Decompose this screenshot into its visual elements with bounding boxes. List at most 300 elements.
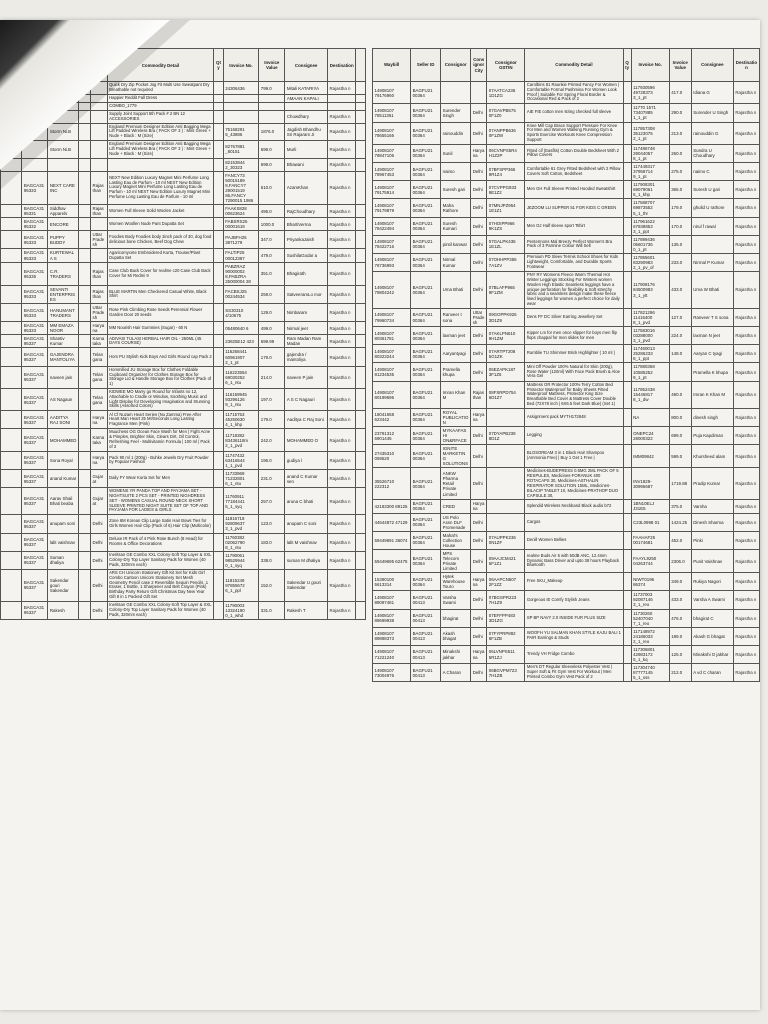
commodity-cell: Legging (525, 427, 623, 445)
waybill-cell: 14908107 79179879 (373, 199, 411, 217)
destination-cell: Rajastha n (733, 235, 759, 253)
invoice-value-cell (259, 103, 285, 111)
blank-cell (356, 601, 366, 619)
seller-id-cell: BAGCA31 95337 (22, 488, 48, 515)
destination-cell: Rajastha n (733, 513, 759, 531)
column-header: Invoice No. (631, 49, 669, 82)
consignee-cell: Nirmal jeet (285, 322, 328, 335)
consignor-cell: anand Kumar (48, 469, 79, 487)
consignor-cell: IGNITE MARKETING SOLUTIONS (441, 445, 471, 468)
gstin-cell: 06CVNPS5R4 H1Z2P (487, 144, 525, 162)
commodity-cell: BLOSOREAM 3 in 1 Black Hair Shampoo (Ammonia Free) | Buy 1 Get 1 Free | (525, 445, 623, 468)
waybill-cell (1, 469, 22, 487)
commodity-cell: ADIVASI TULASI HERBAL HAIR OIL - 250ML (45 DAYS COURSE) (107, 335, 214, 348)
city-cell (79, 205, 91, 218)
commodity-cell: Muuchess OG Ocean Face Wash for Men | Fight Acne & Pimples, Brighter Skin, Clears Dirt, Oil Control, Refreshing Feel - Multivitamin Formula | 100 ml | Pack of 3 (107, 429, 214, 451)
qty-cell (214, 171, 223, 204)
column-header (356, 49, 366, 82)
consignor-cell: ROYAL PUBLICATIO N (441, 408, 471, 426)
table-row (373, 217, 760, 235)
commodity-cell: Rose Pink Climbing Rose Seeds Perennial Flower Garden Door 20 seeds (107, 304, 214, 322)
commodity-cell: Case Club Back Cover for realme c20 Case Club Back Cover for Mi Redmi 9 (107, 262, 214, 285)
consignor-cell: Akash bhagat (441, 627, 471, 645)
commodity-cell: ARS CH Unicorn Stationery Gift Kit Set for Kids Girl Combo Cartoon Unicorn Stationery Set Mesh Geometry Pencil case 2 Reversible Sequin Pencils ,1 Eraser, 1 Bottle, 1 Sharpener and Belt Crayon (Pink) Birthday Party Return Gift Christmas Day New Year Gift 8 in 1 Packed Gift Set (107, 569, 214, 601)
seller-id-cell: BAGFU21 00364 (411, 363, 441, 381)
invoice-value-cell: 275.0 (669, 163, 691, 181)
column-header: Consignee (691, 49, 733, 82)
destination-cell: Rajastha n (733, 181, 759, 199)
consignee-cell: Akash G bhagat (691, 627, 733, 645)
gstin-cell: 07BGSPR223 7H1Z9 (487, 591, 525, 609)
waybill-cell: 14908107 79175914 (373, 181, 411, 199)
blank-cell (356, 322, 366, 335)
invoice-value-cell: 338.0 (259, 551, 285, 569)
consignor-cell: MYKAAFASHI ON&RFACE (441, 427, 471, 445)
destination-cell: Rajastha n (327, 304, 355, 322)
table-row (373, 199, 760, 217)
seller-id-cell: BAGFU21 00364 (411, 181, 441, 199)
city-cell (471, 82, 487, 104)
table-row (1, 551, 366, 569)
invoice-no-cell: 82153844 2_30323 (223, 158, 259, 171)
commodity-cell: Gorgeous IE Comfy Stylish Jeans (525, 591, 623, 609)
consignee-cell: suman M dhaliya (285, 551, 328, 569)
consignee-cell: nirul f rawal (691, 217, 733, 235)
seller-id-cell: BAGCA31 95333 (22, 322, 48, 335)
waybill-cell: 14908107 79804242 (373, 272, 411, 309)
qty-cell (623, 381, 631, 408)
commodity-cell: WOOFH YU SALMAN KHAN STYLE KAJU BALI 1 PAIR Earrings & Studs (525, 627, 623, 645)
waybill-cell (1, 262, 22, 285)
invoice-no-cell: 11730260 52407040 7_1_reo (631, 609, 669, 627)
consignor-cell: Suresh gari (441, 181, 471, 199)
commodity-cell: Al Cf Nuzam Heart Series (Nu Zamma) Free After Heart Man Heart 25 MI/Seconds Long Lasting Fragrance Men (Pink) (107, 411, 214, 429)
destination-cell: Rajastha n (327, 488, 355, 515)
destination-cell: Rajastha n (327, 82, 355, 95)
commodity-cell: JEZOOM LU SUPPER 51 FOR KIDS C GREEN (525, 199, 623, 217)
invoice-value-cell: 433.0 (669, 272, 691, 309)
destination-cell: Rajastha n (327, 533, 355, 551)
city-cell: Delhi (471, 217, 487, 235)
column-header: Commodity Detail (107, 49, 214, 82)
seller-id-cell: BAGFU21 00364 (411, 500, 441, 513)
invoice-no-cell: 116223554 69030252 6_1_ntu (223, 366, 259, 388)
consignor-cell: Uma Bhati (441, 272, 471, 309)
waybill-cell (1, 205, 22, 218)
document-sheet (0, 20, 760, 1010)
destination-cell: Rajastha n (327, 249, 355, 262)
state-cell (91, 110, 108, 123)
commodity-cell: KIDWEE MO Marry go Round for Infants no 12, Attachable to Cradle or Window, Soothing Music and Light Display for Developing Imagination and Stunning Skills (Assorted Colors) (107, 388, 214, 410)
state-cell: Karna taka (91, 429, 108, 451)
consignor-cell: laxman jeet (441, 327, 471, 345)
consignor-cell: Shantiv Kumar (48, 335, 79, 348)
state-cell: Harya na (91, 411, 108, 429)
gstin-cell: 06AAPCN507 2F1ZZ (487, 573, 525, 591)
waybill-cell: 14908107 79176960 (373, 82, 411, 104)
invoice-no-cell: FAAYL9250 04263744 (631, 549, 669, 572)
waybill-cell: 14908107 78736993 (373, 253, 411, 271)
city-cell: Uttar Prade sh (471, 308, 487, 326)
commodity-cell: MM Nourish Hair Gummies (Sugar) - 60 N (107, 322, 214, 335)
city-cell (79, 348, 91, 366)
city-cell (79, 218, 91, 231)
gstin-cell (487, 468, 525, 500)
table-row (1, 158, 366, 171)
table-row (1, 141, 366, 158)
consignee-cell: Uma W Bhati (691, 272, 733, 309)
state-cell: Rajas than (91, 285, 108, 303)
destination-cell: Rajastha n (733, 549, 759, 572)
gstin-cell: 06EZAPK187 3F1Z6 (487, 363, 525, 381)
gstin-cell: 09AAJCM421 5F1Z1 (487, 549, 525, 572)
waybill-cell (1, 348, 22, 366)
consignee-cell: AzamKhan (285, 171, 328, 204)
seller-id-cell: BAGFU21 00413 (411, 645, 441, 663)
gstin-cell: 07BFSPP365 9R1Z4 (487, 163, 525, 181)
city-cell (79, 366, 91, 388)
qty-cell (623, 253, 631, 271)
commodity-cell: Happier Reddit Fall Dress (107, 95, 214, 103)
table-row (1, 322, 366, 335)
table-row (373, 500, 760, 513)
invoice-value-cell: 433.0 (669, 591, 691, 609)
city-cell: Delhi (471, 235, 487, 253)
qty-cell (623, 627, 631, 645)
state-cell: Gujar at (91, 488, 108, 515)
qty-cell (214, 451, 223, 469)
blank-cell (356, 429, 366, 451)
table-row (373, 468, 760, 500)
invoice-no-cell: 05480640 6 (223, 322, 259, 335)
qty-cell (214, 123, 223, 140)
destination-cell: Rajastha n (327, 205, 355, 218)
invoice-no-cell: 11760382 02062790 8_1_ntu (223, 533, 259, 551)
commodity-cell: SP BP NAVY 2.0 INSIDE FUR PLUS SIZE (525, 609, 623, 627)
invoice-value-cell: 129.0 (259, 304, 285, 322)
qty-cell (623, 345, 631, 363)
consignee-cell: Sakendar U gouri Sakendar (285, 569, 328, 601)
invoice-value-cell: 183.0 (259, 533, 285, 551)
commodity-cell: Women Full Sleeve Solid Woolen Jacket (107, 205, 214, 218)
blank-cell (356, 348, 366, 366)
city-cell (79, 551, 91, 569)
consignor-cell: Aarav Shail Bhati beaba (48, 488, 79, 515)
destination-cell: Rajastha n (733, 327, 759, 345)
consignee-cell: anupam C soni (285, 515, 328, 533)
qty-cell (623, 235, 631, 253)
waybill-cell: 14908107 78422494 (373, 217, 411, 235)
invoice-no-cell: 11790061 98529944 0_1_syq (223, 551, 259, 569)
waybill-cell: 14908107 73004976 (373, 664, 411, 682)
waybill-cell (1, 601, 22, 619)
table-row (373, 627, 760, 645)
table-row (373, 408, 760, 426)
qty-cell (623, 82, 631, 104)
table-row (1, 411, 366, 429)
destination-cell: Rajastha n (733, 272, 759, 309)
blank-cell (356, 171, 366, 204)
qty-cell (623, 217, 631, 235)
destination-cell: Rajastha n (733, 163, 759, 181)
invoice-no-cell: 117821296 11416400 8_1_pvd (631, 308, 669, 326)
blank-cell (356, 469, 366, 487)
column-header: Consignee (285, 49, 328, 82)
table-row (373, 327, 760, 345)
blank-cell (356, 158, 366, 171)
consignee-cell: Sundra U Choudhary (691, 144, 733, 162)
commodity-cell: Ineritsan GE Combo XXL Colony-Soft Top Layer & XXL Colony-Dry Top Layer Sanitary Pads for Women (40 Pads, 320mm each) (107, 551, 214, 569)
invoice-no-cell: 11715753 45250630 4_1_khp (223, 411, 259, 429)
invoice-value-cell: 799.0 (259, 82, 285, 95)
seller-id-cell: BAGFU21 00364 (411, 235, 441, 253)
waybill-cell (1, 388, 22, 410)
invoice-value-cell: 2306.0 (669, 549, 691, 572)
city-cell: Harya na (471, 573, 487, 591)
blank-cell (356, 123, 366, 140)
city-cell (79, 451, 91, 469)
destination-cell: Rajastha n (733, 253, 759, 271)
waybill-cell (1, 322, 22, 335)
consignee-cell: Dinesh Sharma (691, 513, 733, 531)
gstin-cell (487, 445, 525, 468)
consignee-cell: naveen P jain (285, 366, 328, 388)
table-row (373, 122, 760, 144)
invoice-no-cell: INV1829-30996687 (631, 468, 669, 500)
right-table-body (373, 82, 760, 682)
qty-cell (214, 205, 223, 218)
city-cell: Harya na (471, 144, 487, 162)
table-row (373, 381, 760, 408)
invoice-no-cell: 11733969 71232801 6_1_ntu (223, 469, 259, 487)
invoice-no-cell: 117304740 87777145 5_1_sss (631, 664, 669, 682)
blank-cell (356, 95, 366, 103)
destination-cell: Rajastha n (327, 335, 355, 348)
seller-id-cell: BAGCA31 95331 (22, 205, 48, 218)
consignee-cell (691, 235, 733, 253)
city-cell: Harya na (471, 500, 487, 513)
qty-cell (214, 366, 223, 388)
table-row (1, 469, 366, 487)
consignor-cell: US Polo Assn DLF Promenade (441, 513, 471, 531)
invoice-no-cell: 11770 1571 73407885 1_1_pt (631, 104, 669, 122)
seller-id-cell: BAGFU21 00364 (411, 408, 441, 426)
invoice-no-cell: 117583016 03288000 3_1_pvd (631, 327, 669, 345)
invoice-value-cell (259, 110, 285, 123)
invoice-no-cell: 24306436 (223, 82, 259, 95)
waybill-cell: 14908107 78847106 (373, 144, 411, 162)
qty-cell (623, 408, 631, 426)
column-header: Waybill (373, 49, 411, 82)
invoice-no-cell: 11816718 92809637 3_1_pvd (223, 515, 259, 533)
seller-id-cell: BAGCA31 95337 (22, 569, 48, 601)
column-header: Commodity Detail (525, 49, 623, 82)
consignor-cell: naveen jain (48, 366, 79, 388)
destination-cell: Rajastha n (733, 500, 759, 513)
invoice-value-cell: 452.0 (669, 531, 691, 549)
invoice-value-cell: 179.0 (259, 348, 285, 366)
city-cell: Harya na (471, 408, 487, 426)
consignor-cell (48, 158, 79, 171)
destination-cell: Rajastha n (733, 199, 759, 217)
invoice-value-cell: 259.0 (259, 285, 285, 303)
city-cell: Delhi (471, 468, 487, 500)
state-cell: Uttar Prade sh (91, 304, 108, 322)
blank-cell (356, 366, 366, 388)
consignee-cell: anand C Kumar sen (285, 469, 328, 487)
state-cell: Telan gana (91, 366, 108, 388)
invoice-no-cell: FANCY73 50015189 8,FANCY7 29001519 86,FANCY 7290015 1986 (223, 171, 259, 204)
consignor-cell: naimo (441, 163, 471, 181)
gstin-cell: 07AATCA236 1D1ZG (487, 82, 525, 104)
state-cell (91, 123, 108, 140)
invoice-value-cell: 231.0 (259, 469, 285, 487)
state-cell: Harya na (91, 322, 108, 335)
city-cell (79, 171, 91, 204)
invoice-no-cell: SS30310 4/10675 (223, 304, 259, 322)
destination-cell: Rajastha n (733, 664, 759, 682)
destination-cell: Rajastha n (327, 285, 355, 303)
city-cell (79, 249, 91, 262)
invoice-no-cell: 117852438 15446817 8_1_dw (631, 381, 669, 408)
blank-cell (356, 304, 366, 322)
consignee-cell: Punit Vaishnav (691, 549, 733, 572)
table-row (1, 488, 366, 515)
invoice-no-cell: NA (631, 408, 669, 426)
commodity-cell: BLUE MARTIN Men Checkered Casual White, Black Shirt (107, 285, 214, 303)
invoice-no-cell (223, 95, 259, 103)
consignee-cell: Mitali KATARIYA (285, 82, 328, 95)
table-row (373, 645, 760, 663)
consignor-cell: Hytek Warehouse Touro (441, 573, 471, 591)
seller-id-cell: BAGFU21 00364 (411, 199, 441, 217)
seller-id-cell: BAGFU21 00364 (411, 122, 441, 144)
invoice-no-cell: 117908176 84500983 3_1_ytt (631, 272, 669, 309)
invoice-no-cell: NIWT0196 86374 (631, 573, 669, 591)
invoice-no-cell: FABSRS25 00001619 (223, 218, 259, 231)
commodity-cell: Trendy VH Fridge Combo (525, 645, 623, 663)
waybill-cell: 14908107 89898373 (373, 627, 411, 645)
invoice-no-cell: 11747432 63416544 1_1_pvd (223, 451, 259, 469)
qty-cell (623, 664, 631, 682)
gstin-cell: 07GAVPB575 0F1Z0 (487, 104, 525, 122)
commodity-cell: Carolbins 81 Raunkie Printed Fancy For Women | Comfortable Formal Pashmina For Women Look Proof | Suitable For Spring Floral Border & Occasional Red & Pack of 2 (525, 82, 623, 104)
qty-cell (214, 141, 223, 158)
consignor-cell: Maha Rathore (441, 199, 471, 217)
qty-cell (214, 82, 223, 95)
waybill-cell (1, 231, 22, 249)
qty-cell (623, 122, 631, 144)
consignee-cell: Rakesh T (285, 601, 328, 619)
column-header: Consignor (441, 49, 471, 82)
state-cell: Telan gana (91, 388, 108, 410)
seller-id-cell: BAGFU21 00364 (411, 549, 441, 572)
qty-cell (214, 103, 223, 111)
consignor-cell: SEVANTI ENTERPRISES (48, 285, 79, 303)
table-row (373, 144, 760, 162)
invoice-no-cell: 11737003 92087146 3_1_reo (631, 591, 669, 609)
qty-cell (623, 609, 631, 627)
invoice-value-cell: 242.0 (259, 429, 285, 451)
invoice-value-cell: 331.0 (259, 601, 285, 619)
gstin-cell (487, 408, 525, 426)
invoice-value-cell: 699.99 (259, 335, 285, 348)
invoice-no-cell: 11815249 97855672 6_1_ppl (223, 569, 259, 601)
invoice-no-cell: 117449317 37958714 9_1_pt (631, 163, 669, 181)
commodity-cell: Zone 6M Korean Clip Large Satin Hair Bows Ties for Girls Women Hair Clip (Pack of 6) Hair Clip (Multicolor) (107, 515, 214, 533)
seller-id-cell: BAGFU21 00413 (411, 627, 441, 645)
gstin-cell (487, 500, 525, 513)
invoice-no-cell: 1BN10ELJ J31E5 (631, 500, 669, 513)
seller-id-cell: BAGCA31 95333 (22, 171, 48, 204)
consignee-cell: Puja Kapdiman (691, 427, 733, 445)
state-cell (91, 249, 108, 262)
qty-cell (623, 445, 631, 468)
invoice-no-cell: 117855601 83290983 2_1_pv_of (631, 253, 669, 271)
invoice-value-cell: 699.0 (259, 141, 285, 158)
state-cell: Delhi (91, 569, 108, 601)
table-row (373, 181, 760, 199)
commodity-cell (107, 158, 214, 171)
qty-cell (214, 348, 223, 366)
commodity-cell: England Premium Designer Edition Anti Bagging Mega Lift Padded Wireless Bra ( PACK OF 3 ) : Mint Green + Nude + Black : M (Size) (107, 123, 214, 140)
invoice-value-cell: 197.0 (259, 388, 285, 410)
destination-cell: Rajastha n (327, 569, 355, 601)
consignor-cell: Siddhav Apparels (48, 205, 79, 218)
table-row (373, 272, 760, 309)
blank-cell (356, 103, 366, 111)
consignee-cell: Nimbaram (285, 304, 328, 322)
consignor-cell: Rakesh (48, 601, 79, 619)
table-row (373, 591, 760, 609)
destination-cell: Rajastha n (327, 601, 355, 619)
commodity-cell: Comfortable 61 Grey Fitted Bedsheet with 2 Pillow Covers Soft Cotton, Bedsheet (525, 163, 623, 181)
blank-cell (356, 110, 366, 123)
state-cell: Rajas than (91, 205, 108, 218)
consignor-cell: AS Nagaun (48, 388, 79, 410)
consignor-cell: Nirmal Kumar (441, 253, 471, 271)
invoice-no-cell: 11718382 83436118m 2_1_pvd (223, 429, 259, 451)
consignee-cell: Pradip Kumar (691, 468, 733, 500)
invoice-value-cell: 1719.88 (669, 468, 691, 500)
invoice-no-cell: 117148972 24186033 2_1_reo (631, 627, 669, 645)
city-cell (79, 123, 91, 140)
waybill-cell: 14908107 80361781 (373, 327, 411, 345)
consignor-cell: Sona Royal (48, 451, 79, 469)
consignee-cell: A S C Nagauri (285, 388, 328, 410)
seller-id-cell: BAGFU21 00364 (411, 513, 441, 531)
qty-cell (214, 388, 223, 410)
city-cell: Delhi (471, 345, 487, 363)
qty-cell (623, 272, 631, 309)
gstin-cell: 06BGVPM723 7H1ZB (487, 664, 525, 682)
qty-cell (214, 95, 223, 103)
seller-id-cell: BAGFU21 00364 (411, 427, 441, 445)
consignee-cell: Pramella K khupa (691, 363, 733, 381)
seller-id-cell: BAGCA31 95333 (22, 304, 48, 322)
gstin-cell: 07OHHPP355 7A1ZV (487, 253, 525, 271)
waybill-cell: 35526710 222312 (373, 468, 411, 500)
city-cell: Delhi (471, 199, 487, 217)
table-row (373, 308, 760, 326)
gstin-cell (487, 513, 525, 531)
column-header: Invoice Value (669, 49, 691, 82)
seller-id-cell: BAGFU21 00413 (411, 664, 441, 682)
consignee-cell: aruna C bhati (285, 488, 328, 515)
seller-id-cell: BAGFU21 00364 (411, 381, 441, 408)
invoice-value-cell: 179.0 (669, 199, 691, 217)
invoice-value-cell: 490.0 (669, 381, 691, 408)
